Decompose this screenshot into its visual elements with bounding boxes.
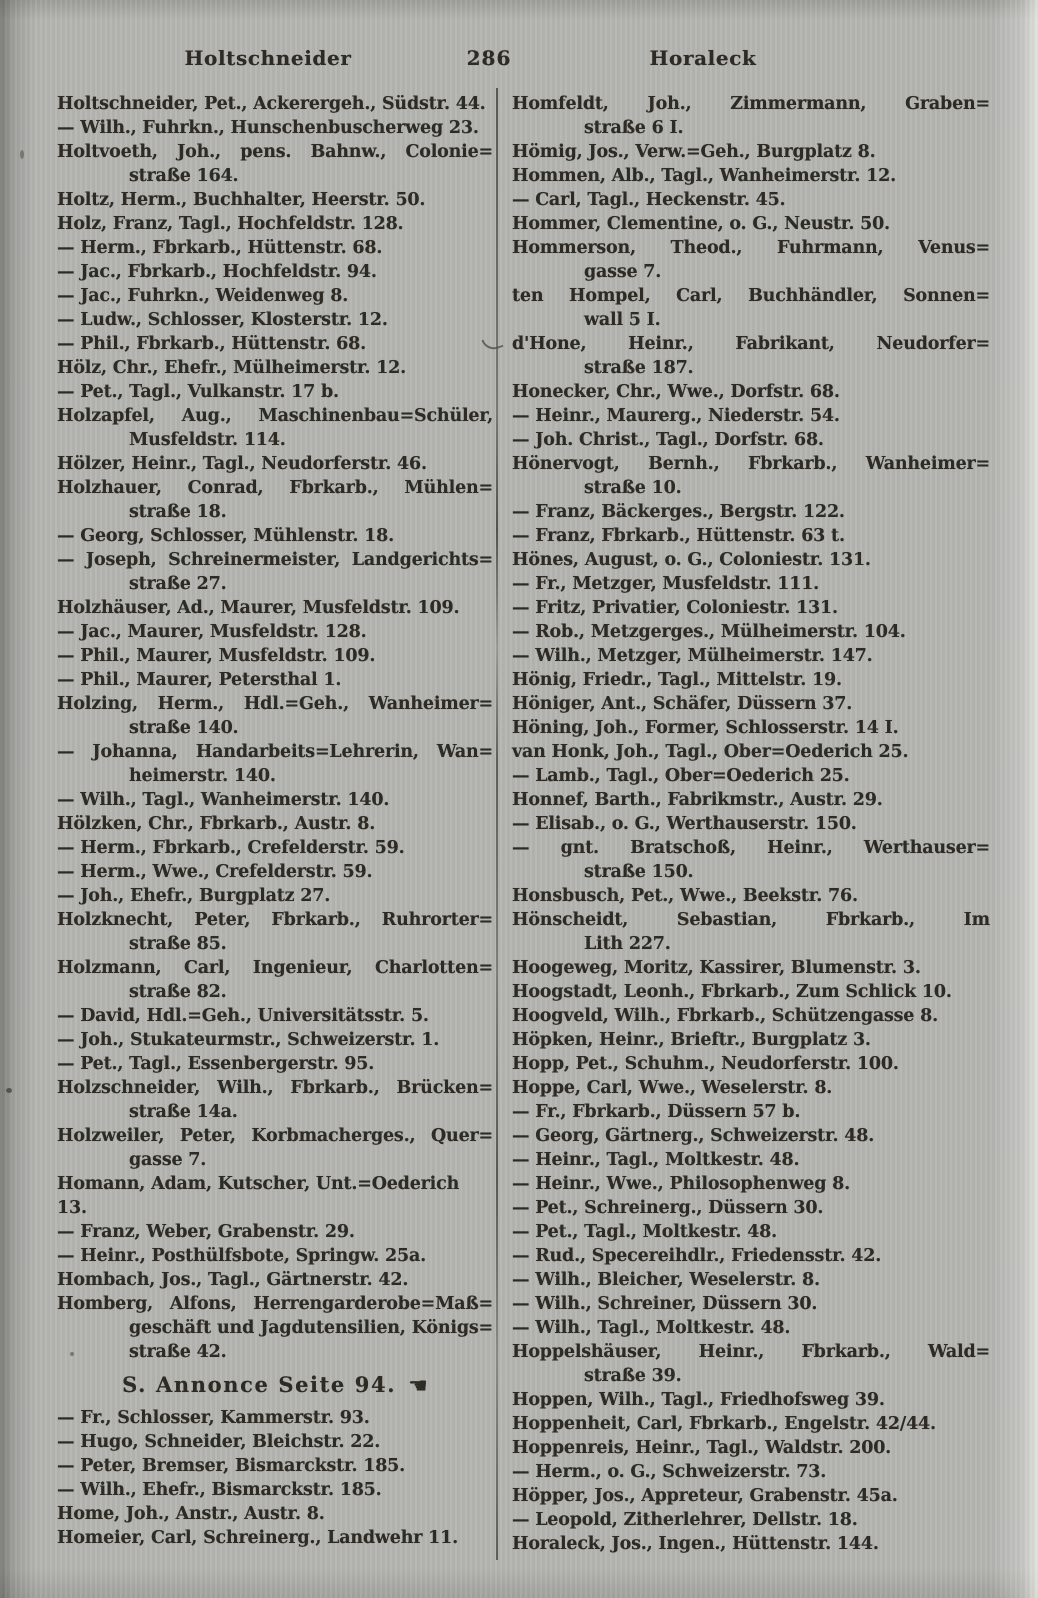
left-column bbox=[57, 92, 493, 1550]
directory-entry bbox=[57, 284, 493, 308]
entry-line: — Herm., o. G., Schweizerstr. 73. bbox=[512, 1462, 827, 1482]
entry-line: straße 27. bbox=[129, 574, 227, 594]
directory-entry bbox=[57, 1430, 493, 1454]
directory-entry bbox=[512, 1052, 990, 1076]
entry-line: Lith 227. bbox=[584, 934, 671, 954]
directory-entry bbox=[57, 404, 493, 452]
entry-line: — Fritz, Privatier, Coloniestr. 131. bbox=[512, 598, 838, 618]
entry-line: straße 140. bbox=[129, 718, 239, 738]
directory-entry bbox=[57, 140, 493, 188]
header-keyword-right: Horaleck bbox=[649, 46, 757, 70]
entry-line: Holtz, Herm., Buchhalter, Heerstr. 50. bbox=[57, 190, 426, 210]
directory-entry bbox=[512, 788, 990, 812]
entry-line: Hopp, Pet., Schuhm., Neudorferstr. 100. bbox=[512, 1054, 899, 1074]
directory-entry bbox=[512, 140, 990, 164]
directory-entry bbox=[57, 908, 493, 956]
directory-entry bbox=[57, 1028, 493, 1052]
directory-entry bbox=[512, 740, 990, 764]
entry-line: — Pet., Tagl., Moltkestr. 48. bbox=[512, 1222, 778, 1242]
entry-line: — Phil., Maurer, Petersthal 1. bbox=[57, 670, 342, 690]
entry-line: Holzapfel, Aug., Maschinenbau=Schüler, bbox=[57, 406, 493, 426]
manicule-left-icon: ☚ bbox=[408, 1374, 428, 1399]
entry-line: straße 85. bbox=[129, 934, 227, 954]
entry-line: — Herm., Fbrkarb., Hüttenstr. 68. bbox=[57, 238, 383, 258]
entry-line: Holzhäuser, Ad., Maurer, Musfeldstr. 109. bbox=[57, 598, 460, 618]
directory-entry bbox=[57, 380, 493, 404]
right-column bbox=[512, 92, 990, 1556]
directory-entry bbox=[512, 884, 990, 908]
directory-entry bbox=[512, 1028, 990, 1052]
entry-line: — Wilh., Fuhrkn., Hunschenbuscherweg 23. bbox=[57, 118, 479, 138]
directory-entry bbox=[57, 1478, 493, 1502]
entry-line: — Wilh., Bleicher, Weselerstr. 8. bbox=[512, 1270, 820, 1290]
entry-line: — Peter, Bremser, Bismarckstr. 185. bbox=[57, 1456, 406, 1476]
entry-line: geschäft und Jagdutensilien, Königs= bbox=[129, 1318, 493, 1338]
directory-entry bbox=[57, 524, 493, 548]
page-number: 286 bbox=[466, 46, 512, 70]
entry-line: Hoppe, Carl, Wwe., Weselerstr. 8. bbox=[512, 1078, 833, 1098]
entry-line: Musfeldstr. 114. bbox=[129, 430, 286, 450]
directory-entry bbox=[512, 1316, 990, 1340]
entry-line: Holzmann, Carl, Ingenieur, Charlotten= bbox=[57, 958, 493, 978]
entry-line: Holzknecht, Peter, Fbrkarb., Ruhrorter= bbox=[57, 910, 493, 930]
directory-entry bbox=[57, 812, 493, 836]
directory-entry bbox=[57, 884, 493, 908]
entry-line: — Joh., Ehefr., Burgplatz 27. bbox=[57, 886, 331, 906]
directory-entry bbox=[512, 1220, 990, 1244]
entry-line: Homfeldt, Joh., Zimmermann, Graben= bbox=[512, 94, 990, 114]
entry-line: Honecker, Chr., Wwe., Dorfstr. 68. bbox=[512, 382, 840, 402]
entry-line: Holzschneider, Wilh., Fbrkarb., Brücken= bbox=[57, 1078, 493, 1098]
directory-entry bbox=[57, 1244, 493, 1268]
entry-line: Hölzken, Chr., Fbrkarb., Austr. 8. bbox=[57, 814, 376, 834]
directory-entry bbox=[57, 1268, 493, 1292]
directory-entry bbox=[57, 1052, 493, 1076]
entry-line: Hömig, Jos., Verw.=Geh., Burgplatz 8. bbox=[512, 142, 876, 162]
entry-line: — Wilh., Schreiner, Düssern 30. bbox=[512, 1294, 818, 1314]
entry-line: Hölz, Chr., Ehefr., Mülheimerstr. 12. bbox=[57, 358, 407, 378]
paper-speck bbox=[6, 1088, 12, 1093]
entry-line: — Jac., Fuhrkn., Weidenweg 8. bbox=[57, 286, 349, 306]
entry-line: straße 82. bbox=[129, 982, 227, 1002]
directory-entry bbox=[512, 1388, 990, 1412]
entry-line: Homeier, Carl, Schreinerg., Landwehr 11. bbox=[57, 1528, 458, 1548]
entry-line: Holz, Franz, Tagl., Hochfeldstr. 128. bbox=[57, 214, 404, 234]
directory-entry bbox=[57, 188, 493, 212]
entry-line: Hoogveld, Wilh., Fbrkarb., Schützengasse 8. bbox=[512, 1006, 939, 1026]
directory-entry bbox=[512, 1148, 990, 1172]
directory-entry bbox=[512, 980, 990, 1004]
directory-entry bbox=[512, 236, 990, 284]
entry-line: Home, Joh., Anstr., Austr. 8. bbox=[57, 1504, 325, 1524]
entry-line: — Heinr., Tagl., Moltkestr. 48. bbox=[512, 1150, 800, 1170]
directory-entry bbox=[512, 956, 990, 980]
directory-entry bbox=[512, 668, 990, 692]
directory-entry bbox=[57, 92, 493, 116]
directory-entry bbox=[512, 500, 990, 524]
entry-line: — Jac., Maurer, Musfeldstr. 128. bbox=[57, 622, 367, 642]
entry-line: Hommer, Clementine, o. G., Neustr. 50. bbox=[512, 214, 890, 234]
entry-line: — Pet., Schreinerg., Düssern 30. bbox=[512, 1198, 824, 1218]
directory-entry bbox=[512, 1004, 990, 1028]
directory-entry bbox=[512, 1340, 990, 1388]
directory-entry bbox=[57, 308, 493, 332]
directory-entry bbox=[57, 1220, 493, 1244]
directory-entry bbox=[57, 236, 493, 260]
entry-line: — Franz, Weber, Grabenstr. 29. bbox=[57, 1222, 355, 1242]
directory-entry bbox=[57, 260, 493, 284]
entry-line: — Pet., Tagl., Essenbergerstr. 95. bbox=[57, 1054, 375, 1074]
entry-line: Hoppenreis, Heinr., Tagl., Waldstr. 200. bbox=[512, 1438, 892, 1458]
directory-entry bbox=[57, 356, 493, 380]
directory-entry bbox=[512, 524, 990, 548]
entry-line: Höniger, Ant., Schäfer, Düssern 37. bbox=[512, 694, 853, 714]
directory-entry bbox=[512, 1244, 990, 1268]
entry-line: Homberg, Alfons, Herrengarderobe=Maß= bbox=[57, 1294, 493, 1314]
directory-entry bbox=[512, 1076, 990, 1100]
entry-line: straße 150. bbox=[584, 862, 694, 882]
entry-line: Höpper, Jos., Appreteur, Grabenstr. 45a. bbox=[512, 1486, 898, 1506]
directory-entry bbox=[512, 92, 990, 140]
entry-line: — Wilh., Ehefr., Bismarckstr. 185. bbox=[57, 1480, 382, 1500]
header-keyword-left: Holtschneider bbox=[184, 46, 352, 70]
entry-line: Hoppen, Wilh., Tagl., Friedhofsweg 39. bbox=[512, 1390, 885, 1410]
entry-line: — Joseph, Schreinermeister, Landgerichts= bbox=[57, 550, 493, 570]
directory-entry bbox=[512, 596, 990, 620]
entry-line: — Carl, Tagl., Heckenstr. 45. bbox=[512, 190, 786, 210]
entry-line: — Elisab., o. G., Werthauserstr. 150. bbox=[512, 814, 857, 834]
directory-entry bbox=[512, 428, 990, 452]
entry-line: gasse 7. bbox=[584, 262, 662, 282]
entry-line: — gnt. Bratschoß, Heinr., Werthauser= bbox=[512, 838, 990, 858]
directory-entry bbox=[512, 1268, 990, 1292]
entry-line: gasse 7. bbox=[129, 1150, 207, 1170]
entry-line: S. Annonce Seite 94. ☚ bbox=[122, 1372, 428, 1399]
entry-line: Hoppenheit, Carl, Fbrkarb., Engelstr. 42/44. bbox=[512, 1414, 936, 1434]
entry-line: Hombach, Jos., Tagl., Gärtnerstr. 42. bbox=[57, 1270, 409, 1290]
entry-line: — Phil., Maurer, Musfeldstr. 109. bbox=[57, 646, 376, 666]
entry-line: Hommerson, Theod., Fuhrmann, Venus= bbox=[512, 238, 990, 258]
directory-entry bbox=[512, 908, 990, 956]
directory-entry bbox=[57, 740, 493, 788]
entry-line: ten Hompel, Carl, Buchhändler, Sonnen= bbox=[512, 286, 990, 306]
entry-line: — Rob., Metzgerges., Mülheimerstr. 104. bbox=[512, 622, 906, 642]
directory-entry bbox=[57, 1076, 493, 1124]
directory-entry bbox=[512, 1532, 990, 1556]
directory-entry bbox=[512, 1436, 990, 1460]
directory-entry bbox=[512, 164, 990, 188]
entry-line: Holzing, Herm., Hdl.=Geh., Wanheimer= bbox=[57, 694, 493, 714]
directory-entry bbox=[512, 212, 990, 236]
entry-line: Hoogstadt, Leonh., Fbrkarb., Zum Schlick 10. bbox=[512, 982, 952, 1002]
directory-entry bbox=[57, 1406, 493, 1430]
entry-line: — Leopold, Zitherlehrer, Dellstr. 18. bbox=[512, 1510, 858, 1530]
directory-entry bbox=[512, 1460, 990, 1484]
directory-entry bbox=[57, 1172, 493, 1220]
directory-entry bbox=[57, 548, 493, 596]
directory-entry bbox=[57, 1004, 493, 1028]
directory-entry bbox=[512, 1484, 990, 1508]
directory-entry bbox=[512, 380, 990, 404]
directory-entry bbox=[512, 836, 990, 884]
entry-line: — Fr., Metzger, Musfeldstr. 111. bbox=[512, 574, 820, 594]
entry-line: — Georg, Schlosser, Mühlenstr. 18. bbox=[57, 526, 394, 546]
directory-entry bbox=[57, 836, 493, 860]
directory-entry bbox=[512, 620, 990, 644]
entry-line: Hönig, Friedr., Tagl., Mittelstr. 19. bbox=[512, 670, 842, 690]
entry-line: d'Hone, Heinr., Fabrikant, Neudorfer= bbox=[512, 334, 990, 354]
entry-line: — Fr., Schlosser, Kammerstr. 93. bbox=[57, 1408, 370, 1428]
directory-entry bbox=[57, 332, 493, 356]
entry-line: — Herm., Fbrkarb., Crefelderstr. 59. bbox=[57, 838, 405, 858]
entry-line: wall 5 I. bbox=[584, 310, 661, 330]
entry-line: — Wilh., Tagl., Wanheimerstr. 140. bbox=[57, 790, 390, 810]
directory-entry bbox=[512, 1508, 990, 1532]
directory-entry bbox=[512, 1412, 990, 1436]
directory-entry bbox=[512, 332, 990, 380]
entry-line: straße 187. bbox=[584, 358, 694, 378]
directory-entry bbox=[57, 1454, 493, 1478]
directory-entry bbox=[57, 788, 493, 812]
directory-entry bbox=[57, 476, 493, 524]
directory-entry bbox=[57, 620, 493, 644]
directory-entry bbox=[57, 1124, 493, 1172]
directory-entry bbox=[512, 188, 990, 212]
directory-entry bbox=[57, 452, 493, 476]
entry-line: — Jac., Fbrkarb., Hochfeldstr. 94. bbox=[57, 262, 377, 282]
entry-line: — Joh., Stukateurmstr., Schweizerstr. 1. bbox=[57, 1030, 440, 1050]
entry-line: Höning, Joh., Former, Schlosserstr. 14 I. bbox=[512, 718, 899, 738]
entry-line: — David, Hdl.=Geh., Universitätsstr. 5. bbox=[57, 1006, 429, 1026]
entry-line: — Franz, Fbrkarb., Hüttenstr. 63 t. bbox=[512, 526, 845, 546]
entry-line: Hönervogt, Bernh., Fbrkarb., Wanheimer= bbox=[512, 454, 990, 474]
entry-line: straße 10. bbox=[584, 478, 682, 498]
directory-entry bbox=[57, 212, 493, 236]
entry-line: — Lamb., Tagl., Ober=Oederich 25. bbox=[512, 766, 850, 786]
entry-line: — Joh. Christ., Tagl., Dorfstr. 68. bbox=[512, 430, 824, 450]
directory-entry bbox=[512, 548, 990, 572]
entry-line: — Wilh., Metzger, Mülheimerstr. 147. bbox=[512, 646, 873, 666]
entry-line: — Pet., Tagl., Vulkanstr. 17 b. bbox=[57, 382, 339, 402]
entry-line: Hönes, August, o. G., Coloniestr. 131. bbox=[512, 550, 871, 570]
directory-entry bbox=[512, 1124, 990, 1148]
entry-line: Hönscheidt, Sebastian, Fbrkarb., Im bbox=[512, 910, 990, 930]
directory-entry bbox=[512, 692, 990, 716]
entry-line: Honsbusch, Pet., Wwe., Beekstr. 76. bbox=[512, 886, 858, 906]
entry-line: Honnef, Barth., Fabrikmstr., Austr. 29. bbox=[512, 790, 883, 810]
directory-entry bbox=[512, 764, 990, 788]
entry-line: straße 14a. bbox=[129, 1102, 238, 1122]
directory-entry bbox=[57, 692, 493, 740]
directory-entry bbox=[57, 956, 493, 1004]
directory-entry bbox=[57, 596, 493, 620]
entry-line: — Johanna, Handarbeits=Lehrerin, Wan= bbox=[57, 742, 493, 762]
directory-entry bbox=[512, 404, 990, 428]
directory-entry bbox=[57, 668, 493, 692]
entry-line: Höpken, Heinr., Brieftr., Burgplatz 3. bbox=[512, 1030, 871, 1050]
entry-line: Holtschneider, Pet., Ackerergeh., Südstr. 44. bbox=[57, 94, 486, 114]
entry-line: van Honk, Joh., Tagl., Ober=Oederich 25. bbox=[512, 742, 909, 762]
entry-line: Hoogeweg, Moritz, Kassirer, Blumenstr. 3. bbox=[512, 958, 921, 978]
entry-line: — Herm., Wwe., Crefelderstr. 59. bbox=[57, 862, 373, 882]
entry-line: — Hugo, Schneider, Bleichstr. 22. bbox=[57, 1432, 381, 1452]
entry-line: — Wilh., Tagl., Moltkestr. 48. bbox=[512, 1318, 791, 1338]
directory-entry bbox=[57, 644, 493, 668]
entry-line: Hommen, Alb., Tagl., Wanheimerstr. 12. bbox=[512, 166, 897, 186]
entry-line: Holtvoeth, Joh., pens. Bahnw., Colonie= bbox=[57, 142, 493, 162]
entry-line: heimerstr. 140. bbox=[129, 766, 276, 786]
directory-entry bbox=[512, 1172, 990, 1196]
directory-entry bbox=[512, 716, 990, 740]
entry-line: — Phil., Fbrkarb., Hüttenstr. 68. bbox=[57, 334, 366, 354]
entry-line: straße 39. bbox=[584, 1366, 682, 1386]
directory-entry bbox=[512, 452, 990, 500]
column-divider-rule bbox=[496, 88, 498, 1560]
entry-line: — Franz, Bäckerges., Bergstr. 122. bbox=[512, 502, 845, 522]
paper-speck bbox=[20, 150, 24, 159]
entry-line: Holzweiler, Peter, Korbmacherges., Quer= bbox=[57, 1126, 493, 1146]
directory-entry bbox=[57, 1502, 493, 1526]
annonce-note bbox=[57, 1373, 493, 1399]
entry-line: Hoppelshäuser, Heinr., Fbrkarb., Wald= bbox=[512, 1342, 990, 1362]
entry-line: straße 18. bbox=[129, 502, 227, 522]
directory-entry bbox=[57, 1292, 493, 1364]
directory-entry bbox=[512, 1100, 990, 1124]
entry-line: — Heinr., Maurerg., Niederstr. 54. bbox=[512, 406, 840, 426]
entry-line: Holzhauer, Conrad, Fbrkarb., Mühlen= bbox=[57, 478, 493, 498]
directory-entry bbox=[57, 860, 493, 884]
entry-line: — Ludw., Schlosser, Klosterstr. 12. bbox=[57, 310, 388, 330]
directory-entry bbox=[512, 572, 990, 596]
entry-line: Homann, Adam, Kutscher, Unt.=Oederich 13. bbox=[57, 1174, 460, 1218]
entry-line: — Heinr., Wwe., Philosophenweg 8. bbox=[512, 1174, 851, 1194]
entry-line: — Rud., Specereihdlr., Friedensstr. 42. bbox=[512, 1246, 882, 1266]
directory-entry bbox=[57, 1526, 493, 1550]
directory-entry bbox=[512, 1196, 990, 1220]
directory-entry bbox=[512, 812, 990, 836]
entry-line: straße 6 I. bbox=[584, 118, 684, 138]
entry-line: — Georg, Gärtnerg., Schweizerstr. 48. bbox=[512, 1126, 875, 1146]
entry-line: Horaleck, Jos., Ingen., Hüttenstr. 144. bbox=[512, 1534, 879, 1554]
directory-entry bbox=[57, 116, 493, 140]
directory-entry bbox=[512, 284, 990, 332]
entry-line: Hölzer, Heinr., Tagl., Neudorferstr. 46. bbox=[57, 454, 427, 474]
directory-entry bbox=[512, 1292, 990, 1316]
entry-line: straße 164. bbox=[129, 166, 239, 186]
directory-entry bbox=[512, 644, 990, 668]
entry-line: straße 42. bbox=[129, 1342, 227, 1362]
entry-line: — Fr., Fbrkarb., Düssern 57 b. bbox=[512, 1102, 801, 1122]
entry-line: — Heinr., Posthülfsbote, Springw. 25a. bbox=[57, 1246, 426, 1266]
